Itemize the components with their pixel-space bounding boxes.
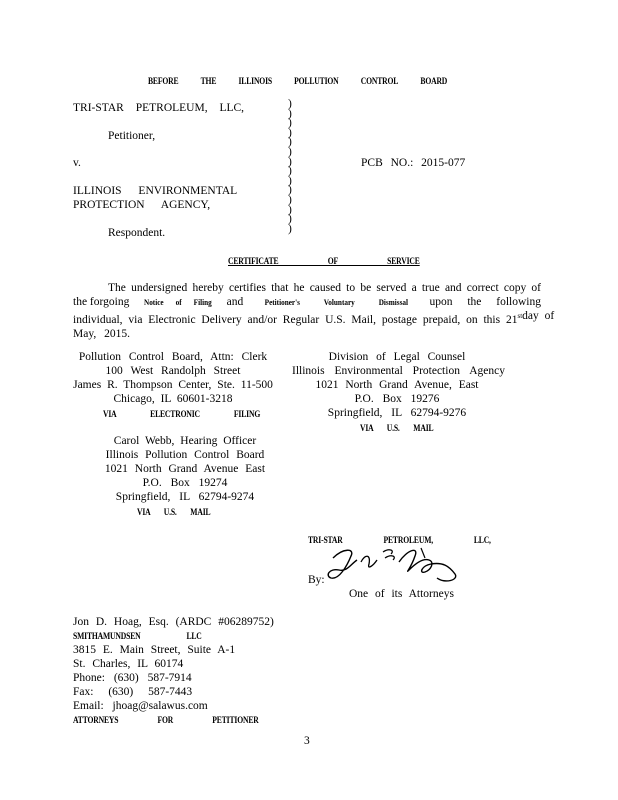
certificate-body: [73, 281, 555, 341]
attorney-address-2: St. Charles, IL 60174: [73, 658, 184, 670]
heading-word: ILLINOIS: [238, 76, 272, 86]
recipient-line: Chicago, IL 60601-3218: [113, 393, 233, 405]
paren: ): [288, 126, 292, 139]
attorney-role: ATTORNEYS FOR PETITIONER: [73, 715, 259, 725]
respondent-name-line2: PROTECTION AGENCY,: [73, 199, 211, 211]
paren: ): [288, 184, 292, 197]
attorney-fax: Fax: (630) 587-7443: [73, 686, 193, 698]
recipient-line: P.O. Box 19276: [354, 393, 440, 405]
by-label: By:: [308, 574, 325, 586]
paren: ): [288, 222, 292, 235]
recipient-line: Carol Webb, Hearing Officer: [113, 435, 257, 447]
recipient-clerk: [73, 350, 273, 406]
versus: v.: [73, 157, 81, 169]
paren: ): [288, 174, 292, 187]
recipient-line: 100 West Randolph Street: [105, 365, 241, 377]
respondent-role: Respondent.: [108, 227, 166, 239]
heading-word: BOARD: [420, 76, 448, 86]
petitioner-role: Petitioner,: [108, 130, 156, 142]
heading-word: BEFORE: [148, 76, 179, 86]
certificate-title: CERTIFICATE OF SERVICE: [228, 256, 420, 266]
attorney-address-1: 3815 E. Main Street, Suite A-1: [73, 644, 236, 656]
recipient-iepa: [292, 350, 505, 420]
via-us-mail: VIA U.S. MAIL: [137, 507, 211, 517]
recipient-line: Illinois Pollution Control Board: [105, 449, 265, 461]
body-line-3: individual, via Electronic Delivery and/or Regular U.S. Mail, postage prepaid, on this 21st day of: [73, 310, 555, 326]
heading-word: THE: [200, 76, 217, 86]
attorney-name: Jon D. Hoag, Esq. (ARDC #06289752): [73, 616, 274, 628]
heading-word: CONTROL: [360, 76, 399, 86]
paren: ): [288, 203, 292, 216]
attorney-firm: SMITHAMUNDSEN LLC: [73, 631, 202, 641]
via-us-mail: VIA U.S. MAIL: [360, 423, 434, 433]
notice-of-filing-title: Notice of Filing: [144, 297, 212, 307]
respondent-name-line1: ILLINOIS ENVIRONMENTAL: [73, 185, 238, 197]
recipient-line: Pollution Control Board, Attn: Clerk: [78, 351, 268, 363]
handwritten-signature: [325, 540, 465, 588]
paren: ): [288, 98, 292, 110]
ordinal-suffix: st: [517, 312, 523, 320]
recipient-line: Division of Legal Counsel: [328, 351, 466, 363]
body-line-2: the forgoing Notice of Filing and Petitioner's Voluntary Dismissal upon the following: [73, 296, 541, 308]
petitioner-name: TRI-STAR PETROLEUM, LLC,: [73, 102, 245, 114]
signatory-firm: TRI-STAR PETROLEUM, LLC,: [308, 535, 491, 545]
paren: ): [288, 107, 292, 120]
paren: ): [288, 213, 292, 226]
paren: ): [288, 155, 292, 168]
caption-parentheses: [288, 100, 292, 234]
attorney-phone: Phone: (630) 587-7914: [73, 672, 192, 684]
paren: ): [288, 193, 292, 206]
paren: ): [288, 145, 292, 158]
attorney-email: Email: jhoag@salawus.com: [73, 700, 208, 712]
via-electronic-filing: VIA ELECTRONIC FILING: [103, 409, 261, 419]
paren: ): [288, 165, 292, 178]
recipient-line: James R. Thompson Center, Ste. 11-500: [73, 379, 273, 391]
signatory-capacity: One of its Attorneys: [349, 588, 454, 600]
body-line-4: May, 2015.: [73, 327, 130, 340]
voluntary-dismissal-title: Petitioner's Voluntary Dismissal: [264, 297, 409, 307]
body-line-1: The undersigned hereby certifies that he caused to be served a true and correct copy of: [108, 282, 541, 294]
paren: ): [288, 136, 292, 149]
case-number: PCB NO.: 2015-077: [361, 157, 466, 169]
recipient-line: Illinois Environmental Protection Agency: [292, 365, 505, 377]
recipient-line: Springfield, IL 62794-9274: [115, 491, 255, 503]
recipient-line: 1021 North Grand Avenue, East: [315, 379, 479, 391]
recipient-line: P.O. Box 19274: [142, 477, 228, 489]
court-heading: [148, 74, 447, 88]
page-number: 3: [304, 735, 310, 747]
recipient-hearing-officer: [100, 434, 270, 504]
heading-word: POLLUTION: [294, 76, 339, 86]
paren: ): [288, 117, 292, 130]
recipient-line: Springfield, IL 62794-9276: [327, 407, 467, 419]
recipient-line: 1021 North Grand Avenue East: [104, 463, 266, 475]
